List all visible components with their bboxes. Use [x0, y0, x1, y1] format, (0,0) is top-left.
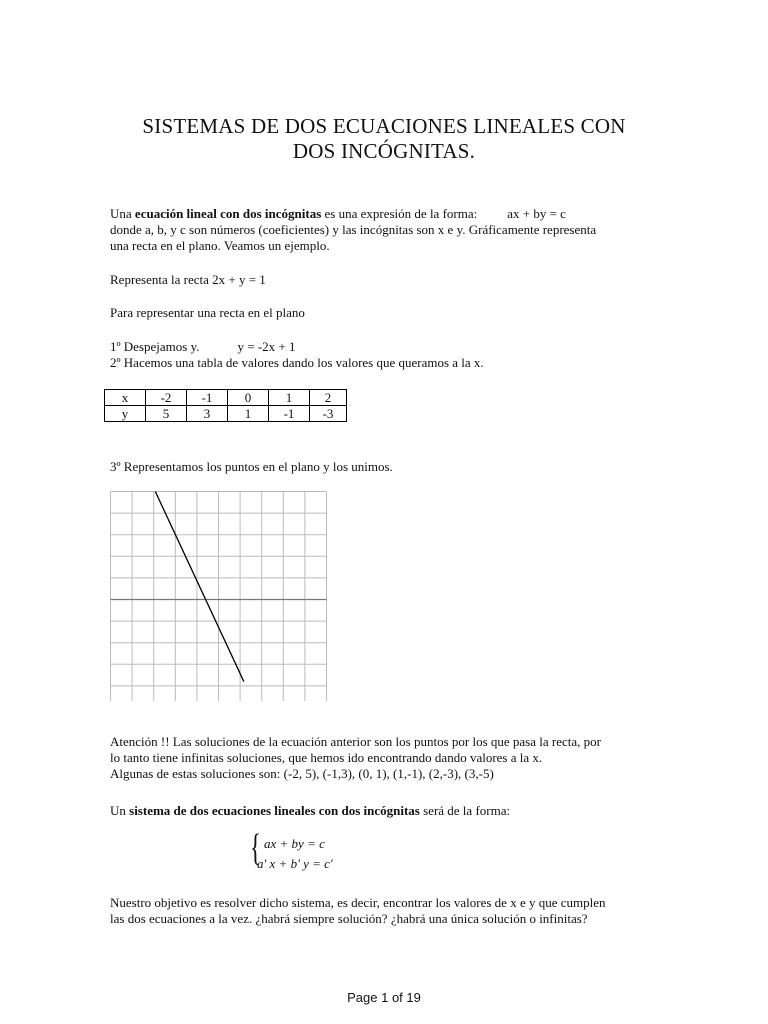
- example-statement: Representa la recta 2x + y = 1: [110, 272, 266, 287]
- intro-line-2: donde a, b, y c son números (coeficientes) y las incógnitas son x e y. Gráficamente representa: [110, 222, 597, 237]
- step-1-formula: y = -2x + 1: [237, 339, 296, 354]
- table-cell: -2: [146, 390, 187, 406]
- table-cell: 1: [228, 406, 269, 422]
- table-cell: 5: [146, 406, 187, 422]
- table-cell: y: [105, 406, 146, 422]
- system-equation-1: ax + by = c: [264, 836, 325, 851]
- table-cell: 3: [187, 406, 228, 422]
- step-1-label: 1º Despejamos y.: [110, 339, 200, 354]
- system-intro: [110, 803, 710, 819]
- step-1: [110, 339, 710, 355]
- page-number: Page 1 of 19: [347, 990, 421, 1005]
- intro-formula: ax + by = c: [507, 206, 566, 221]
- step-3: 3º Representamos los puntos en el plano y los unimos.: [110, 459, 393, 474]
- table-cell: 0: [228, 390, 269, 406]
- attention-line-3: Algunas de estas soluciones son: (-2, 5), (-1,3), (0, 1), (1,-1), (2,-3), (3,-5): [110, 766, 494, 781]
- coordinate-grid-graph: [110, 491, 330, 701]
- title-line-1: SISTEMAS DE DOS ECUACIONES LINEALES CON: [142, 114, 626, 138]
- attention-line-2: lo tanto tiene infinitas soluciones, que hemos ido encontrando dando valores a la x.: [110, 750, 543, 765]
- table-cell: 2: [310, 390, 347, 406]
- system-intro-suffix: será de la forma:: [419, 803, 511, 818]
- table-row-y: [105, 406, 347, 422]
- function-line: [155, 492, 244, 682]
- objective-line-1: Nuestro objetivo es resolver dicho sistema, es decir, encontrar los valores de x e y que cumplen: [110, 895, 606, 910]
- table-cell: x: [105, 390, 146, 406]
- intro-line-3: una recta en el plano. Veamos un ejemplo.: [110, 238, 330, 253]
- page-title: [0, 114, 768, 164]
- system-brace: {: [250, 827, 261, 869]
- system-equation-2: a' x + b' y = c': [257, 856, 333, 871]
- to-represent-text: Para representar una recta en el plano: [110, 305, 305, 320]
- intro-bold-term: ecuación lineal con dos incógnitas: [134, 206, 322, 221]
- system-intro-prefix: Un: [110, 803, 130, 818]
- intro-line-1: [110, 206, 710, 222]
- step-2: 2º Hacemos una tabla de valores dando los valores que queramos a la x.: [110, 355, 484, 370]
- system-intro-bold: sistema de dos ecuaciones lineales con dos incógnitas: [129, 803, 420, 818]
- table-cell: -3: [310, 406, 347, 422]
- table-cell: -1: [269, 406, 310, 422]
- table-cell: -1: [187, 390, 228, 406]
- table-cell: 1: [269, 390, 310, 406]
- values-table: [104, 389, 347, 422]
- title-line-2: DOS INCÓGNITAS.: [292, 139, 476, 163]
- objective-line-2: las dos ecuaciones a la vez. ¿habrá siempre solución? ¿habrá una única solución o infinitas?: [110, 911, 588, 926]
- intro-prefix: Una: [110, 206, 135, 221]
- intro-suffix: es una expresión de la forma:: [321, 206, 478, 221]
- table-row-x: [105, 390, 347, 406]
- attention-line-1: Atención !! Las soluciones de la ecuación anterior son los puntos por los que pasa la recta, por: [110, 734, 601, 749]
